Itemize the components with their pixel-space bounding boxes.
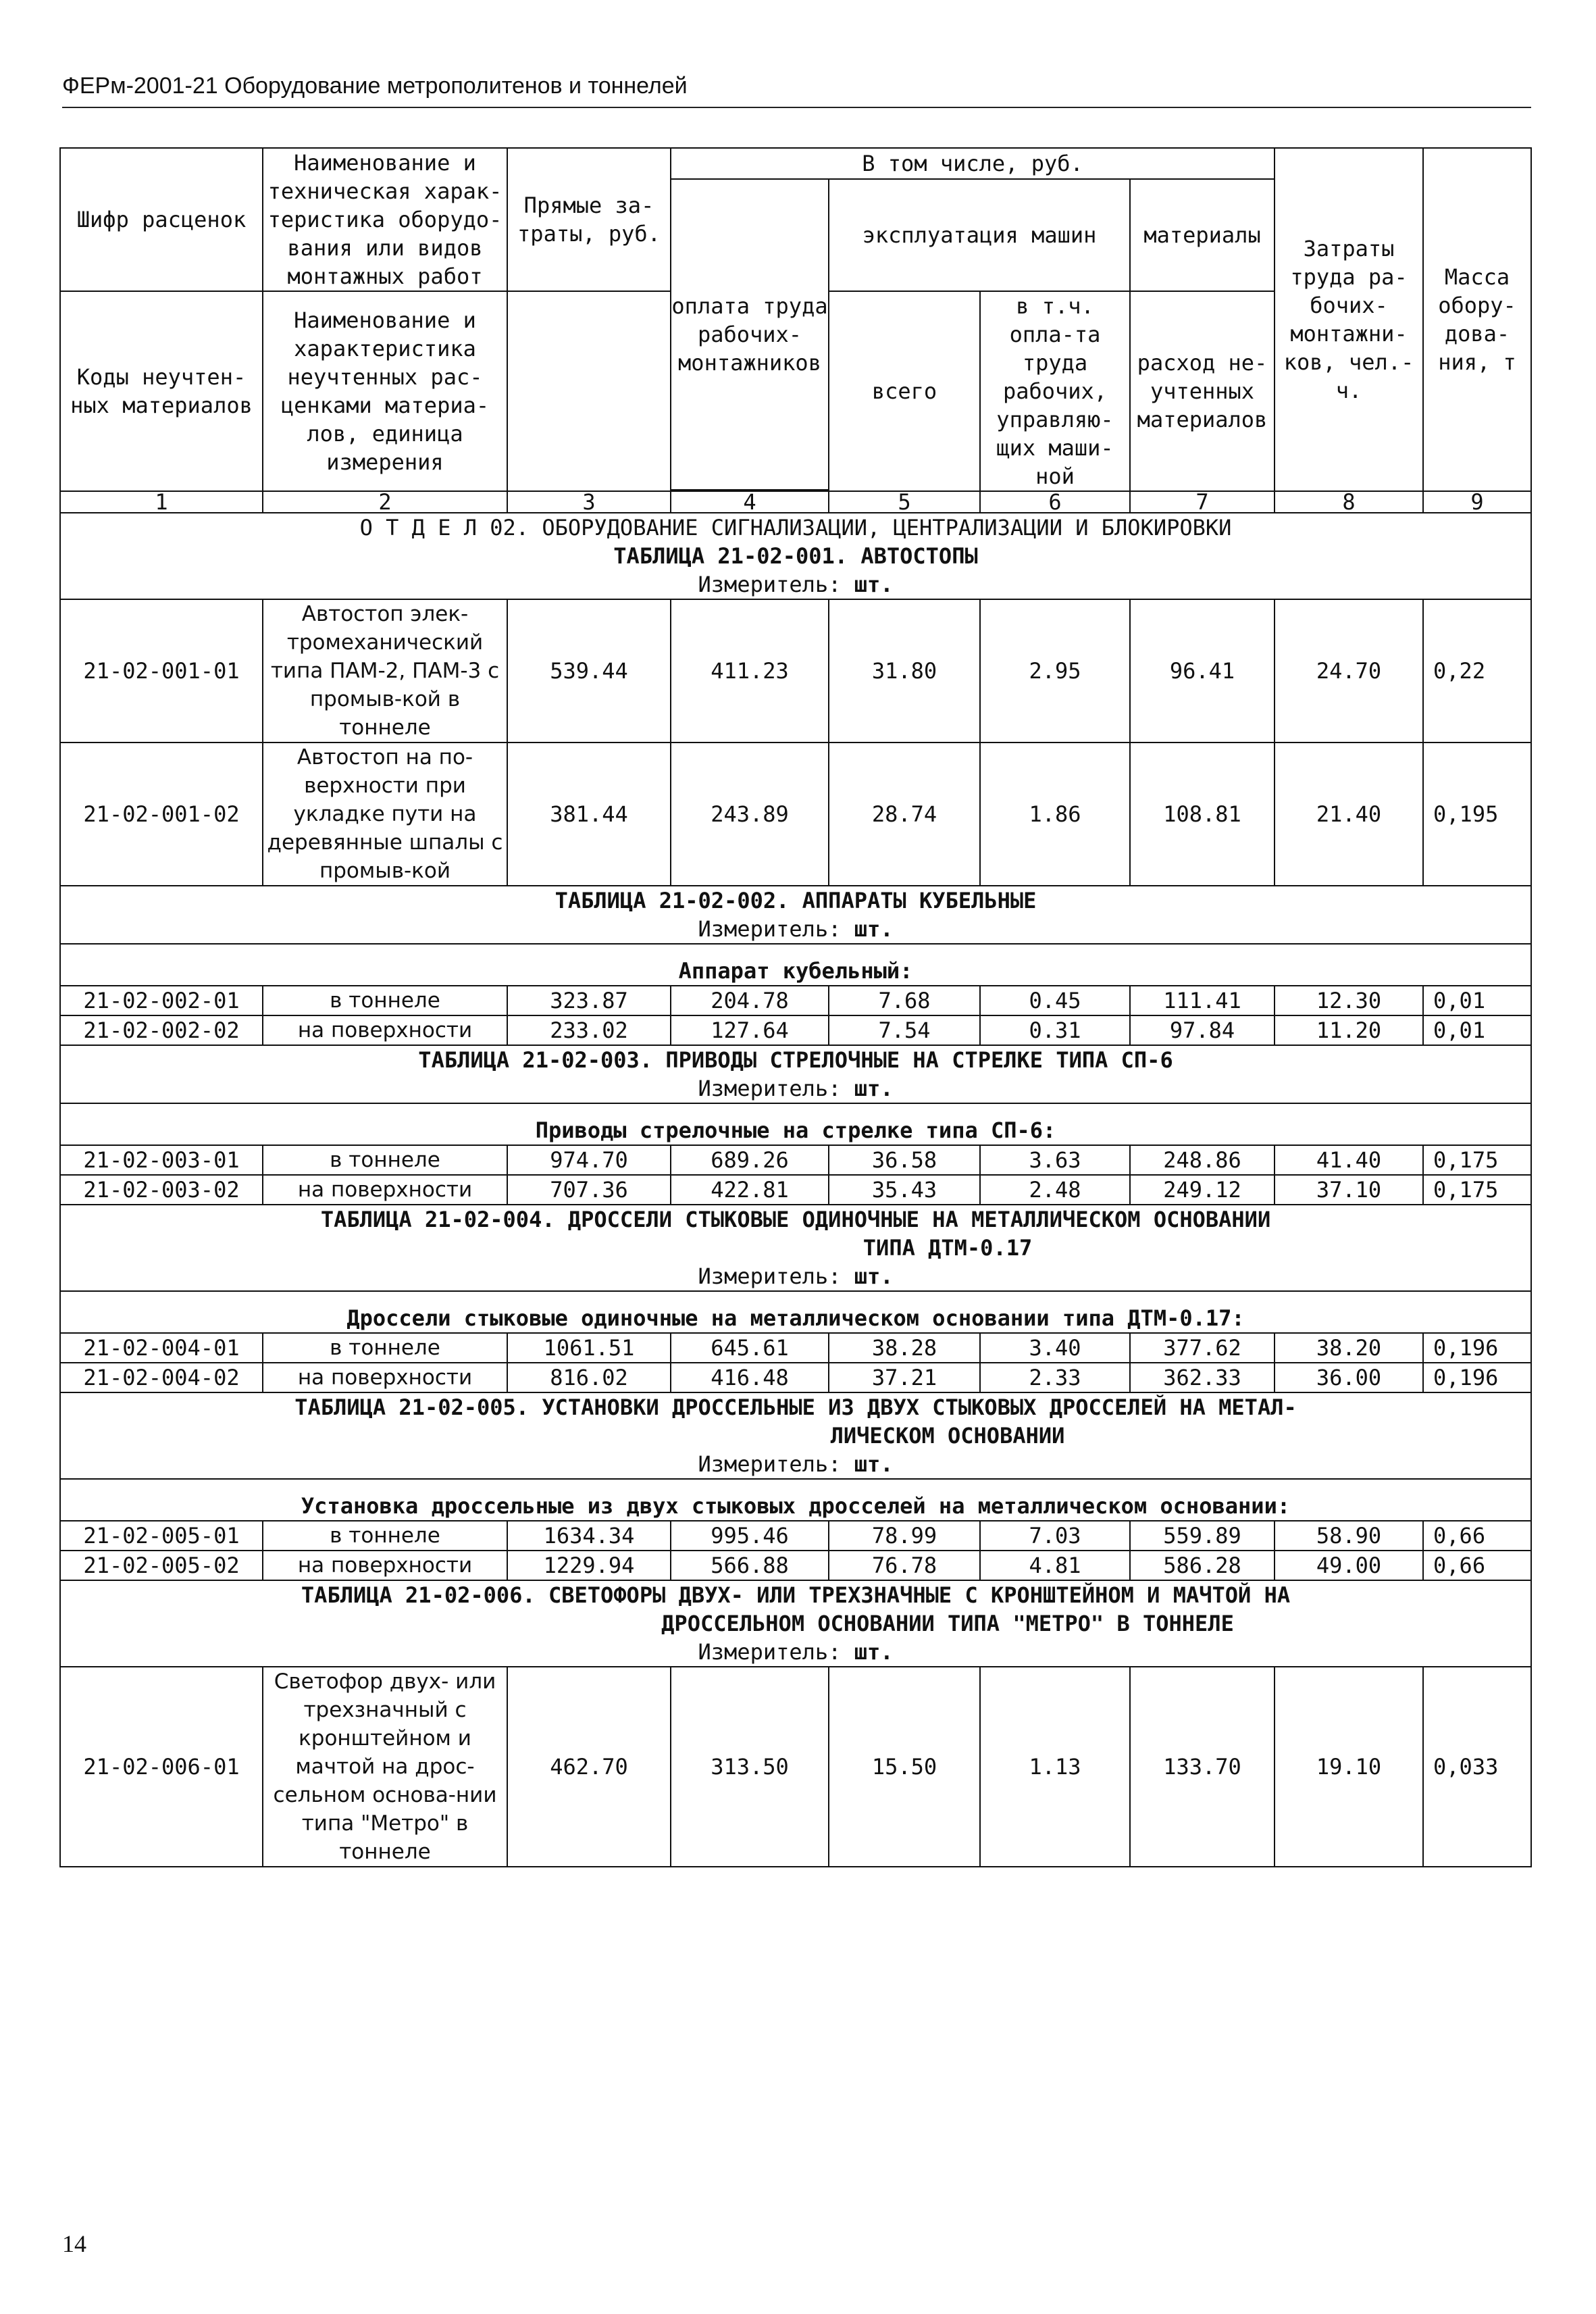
- table-row: [60, 986, 1531, 1015]
- row-value-c5: 36.58: [829, 1145, 980, 1175]
- row-name: в тоннеле: [263, 1145, 507, 1175]
- column-number: 2: [263, 491, 507, 513]
- row-value-c4: 411.23: [671, 599, 829, 743]
- row-value-c3: 462.70: [507, 1667, 671, 1867]
- row-value-c3: 381.44: [507, 743, 671, 886]
- table-title-text: ТАБЛИЦА 21-02-001. АВТОСТОПЫ: [613, 543, 978, 569]
- row-code: 21-02-001-01: [60, 599, 263, 743]
- row-value-c6: 4.81: [980, 1551, 1130, 1580]
- row-value-c3: 816.02: [507, 1363, 671, 1392]
- row-value-c9: 0,175: [1423, 1145, 1531, 1175]
- row-value-c5: 28.74: [829, 743, 980, 886]
- row-code: 21-02-001-02: [60, 743, 263, 886]
- row-value-c6: 1.86: [980, 743, 1130, 886]
- row-value-c6: 0.31: [980, 1015, 1130, 1045]
- row-value-c8: 38.20: [1275, 1333, 1423, 1363]
- unit-value: шт.: [854, 916, 894, 942]
- row-value-c7: 248.86: [1130, 1145, 1275, 1175]
- group-row: [60, 944, 1531, 986]
- unit-line: [60, 1450, 1531, 1479]
- table-title-row: [60, 542, 1531, 570]
- row-value-c3: 974.70: [507, 1145, 671, 1175]
- row-value-c3: 1061.51: [507, 1333, 671, 1363]
- column-number: 7: [1130, 491, 1275, 513]
- row-value-c6: 3.40: [980, 1333, 1130, 1363]
- unit-value: шт.: [854, 1639, 894, 1665]
- col-header-name: Наименование и техническая харак-теристика оборудо-вания или видов монтажных работ: [263, 148, 507, 291]
- row-value-c5: 35.43: [829, 1175, 980, 1205]
- row-value-c7: 133.70: [1130, 1667, 1275, 1867]
- row-value-c5: 31.80: [829, 599, 980, 743]
- column-number: 4: [671, 491, 829, 513]
- row-value-c7: 362.33: [1130, 1363, 1275, 1392]
- price-table-wrapper: [59, 147, 1530, 1867]
- row-code: 21-02-006-01: [60, 1667, 263, 1867]
- col-header-machines: эксплуатация машин: [829, 179, 1130, 291]
- row-value-c8: 12.30: [1275, 986, 1423, 1015]
- row-value-c7: 559.89: [1130, 1521, 1275, 1551]
- col-header-labor: Затраты труда ра-бочих-монтажни-ков, чел.-ч.: [1275, 148, 1423, 491]
- col-header-machine-wages: в т.ч. опла-та труда рабочих, управляю-щих маши-ной: [980, 291, 1130, 491]
- unit-row: [60, 1262, 1531, 1291]
- row-value-c4: 689.26: [671, 1145, 829, 1175]
- column-number: 6: [980, 491, 1130, 513]
- row-value-c4: 645.61: [671, 1333, 829, 1363]
- table-title-continuation: ТИПА ДТМ-0.17: [863, 1235, 1033, 1261]
- unit-line: [60, 1638, 1531, 1667]
- table-title: [60, 1045, 1531, 1074]
- row-value-c9: 0,033: [1423, 1667, 1531, 1867]
- unit-line: [60, 1262, 1531, 1291]
- group-row: [60, 1291, 1531, 1333]
- unit-row: [60, 570, 1531, 599]
- unit-label: Измеритель:: [698, 1076, 842, 1101]
- row-name: на поверхности: [263, 1551, 507, 1580]
- row-value-c8: 19.10: [1275, 1667, 1423, 1867]
- row-value-c4: 416.48: [671, 1363, 829, 1392]
- row-value-c5: 15.50: [829, 1667, 980, 1867]
- row-value-c4: 204.78: [671, 986, 829, 1015]
- table-title-row: [60, 886, 1531, 915]
- row-value-c8: 37.10: [1275, 1175, 1423, 1205]
- table-title-text: ТАБЛИЦА 21-02-005. УСТАНОВКИ ДРОССЕЛЬНЫЕ ИЗ ДВУХ СТЫКОВЫХ ДРОССЕЛЕЙ НА МЕТАЛ-: [294, 1394, 1297, 1420]
- page-header: ФЕРм-2001-21 Оборудование метрополитенов и тоннелей: [62, 73, 688, 99]
- row-value-c7: 97.84: [1130, 1015, 1275, 1045]
- table-row: [60, 1363, 1531, 1392]
- column-number: 5: [829, 491, 980, 513]
- row-value-c9: 0,196: [1423, 1363, 1531, 1392]
- row-name: Автостоп на по-верхности при укладке пути на деревянные шпалы с промыв-кой: [263, 743, 507, 886]
- price-table: [59, 147, 1532, 1867]
- unit-row: [60, 1450, 1531, 1479]
- unit-label: Измеритель:: [698, 1639, 842, 1665]
- row-value-c8: 11.20: [1275, 1015, 1423, 1045]
- row-value-c5: 78.99: [829, 1521, 980, 1551]
- table-title: [60, 1205, 1531, 1262]
- row-value-c6: 2.95: [980, 599, 1130, 743]
- unit-line: [60, 1074, 1531, 1103]
- table-title-row: [60, 1045, 1531, 1074]
- row-value-c4: 243.89: [671, 743, 829, 886]
- col-header-including: В том числе, руб.: [671, 148, 1275, 179]
- row-value-c4: 127.64: [671, 1015, 829, 1045]
- row-code: 21-02-004-02: [60, 1363, 263, 1392]
- row-value-c9: 0,66: [1423, 1551, 1531, 1580]
- row-value-c3: 233.02: [507, 1015, 671, 1045]
- row-value-c9: 0,22: [1423, 599, 1531, 743]
- unit-line: [60, 570, 1531, 599]
- row-value-c6: 2.48: [980, 1175, 1130, 1205]
- col-header-direct-costs: Прямые за-траты, руб.: [507, 148, 671, 291]
- table-title-continuation: ЛИЧЕСКОМ ОСНОВАНИИ: [830, 1423, 1065, 1449]
- table-title-continuation: ДРОССЕЛЬНОМ ОСНОВАНИИ ТИПА "МЕТРО" В ТОННЕЛЕ: [661, 1611, 1234, 1636]
- row-name: в тоннеле: [263, 1521, 507, 1551]
- col-header-unaccounted-materials: расход не-учтенных материалов: [1130, 291, 1275, 491]
- header-row-1: [60, 148, 1531, 179]
- row-value-c8: 49.00: [1275, 1551, 1423, 1580]
- unit-value: шт.: [854, 1076, 894, 1101]
- row-value-c8: 58.90: [1275, 1521, 1423, 1551]
- col-header-unaccounted-code: Коды неучтен-ных материалов: [60, 291, 263, 491]
- group-heading: Приводы стрелочные на стрелке типа СП-6:: [60, 1103, 1531, 1145]
- row-name: в тоннеле: [263, 1333, 507, 1363]
- row-value-c4: 313.50: [671, 1667, 829, 1867]
- table-title-row: [60, 1392, 1531, 1450]
- col-header-materials: материалы: [1130, 179, 1275, 291]
- col-header-wages: оплата труда рабочих-монтажников: [671, 179, 829, 490]
- col-header-mass: Масса обору-дова-ния, т: [1423, 148, 1531, 491]
- row-value-c8: 41.40: [1275, 1145, 1423, 1175]
- table-row: [60, 1667, 1531, 1867]
- row-code: 21-02-004-01: [60, 1333, 263, 1363]
- column-numbers-row: [60, 491, 1531, 513]
- table-title: [60, 542, 1531, 570]
- col-header-unaccounted-name: Наименование и характеристика неучтенных рас-ценками материа-лов, единица измерения: [263, 291, 507, 491]
- table-title-text: ТАБЛИЦА 21-02-004. ДРОССЕЛИ СТЫКОВЫЕ ОДИНОЧНЫЕ НА МЕТАЛЛИЧЕСКОМ ОСНОВАНИИ: [320, 1207, 1271, 1232]
- table-title-text: ТАБЛИЦА 21-02-003. ПРИВОДЫ СТРЕЛОЧНЫЕ НА СТРЕЛКЕ ТИПА СП-6: [418, 1047, 1173, 1073]
- table-row: [60, 1145, 1531, 1175]
- row-value-c6: 0.45: [980, 986, 1130, 1015]
- row-code: 21-02-005-01: [60, 1521, 263, 1551]
- group-heading: Дроссели стыковые одиночные на металлическом основании типа ДТМ-0.17:: [60, 1291, 1531, 1333]
- unit-row: [60, 1074, 1531, 1103]
- unit-value: шт.: [854, 572, 894, 597]
- row-value-c3: 539.44: [507, 599, 671, 743]
- table-title-text: ТАБЛИЦА 21-02-002. АППАРАТЫ КУБЕЛЬНЫЕ: [555, 888, 1037, 913]
- unit-value: шт.: [854, 1263, 894, 1289]
- row-name: в тоннеле: [263, 986, 507, 1015]
- row-name: на поверхности: [263, 1015, 507, 1045]
- col-header-machines-total: всего: [829, 291, 980, 491]
- table-row: [60, 1015, 1531, 1045]
- row-value-c9: 0,195: [1423, 743, 1531, 886]
- row-value-c7: 108.81: [1130, 743, 1275, 886]
- row-value-c5: 76.78: [829, 1551, 980, 1580]
- row-value-c7: 96.41: [1130, 599, 1275, 743]
- row-value-c4: 566.88: [671, 1551, 829, 1580]
- unit-line: [60, 915, 1531, 944]
- row-code: 21-02-003-02: [60, 1175, 263, 1205]
- row-value-c3: 323.87: [507, 986, 671, 1015]
- row-value-c9: 0,01: [1423, 986, 1531, 1015]
- row-value-c8: 21.40: [1275, 743, 1423, 886]
- row-value-c9: 0,66: [1423, 1521, 1531, 1551]
- table-row: [60, 1333, 1531, 1363]
- row-value-c8: 24.70: [1275, 599, 1423, 743]
- column-number: 1: [60, 491, 263, 513]
- unit-value: шт.: [854, 1451, 894, 1477]
- row-value-c5: 37.21: [829, 1363, 980, 1392]
- group-heading: Установка дроссельные из двух стыковых дросселей на металлическом основании:: [60, 1479, 1531, 1521]
- row-value-c6: 3.63: [980, 1145, 1130, 1175]
- section-title-row: [60, 513, 1531, 542]
- column-number: 9: [1423, 491, 1531, 513]
- row-name: на поверхности: [263, 1363, 507, 1392]
- table-title-row: [60, 1580, 1531, 1638]
- table-row: [60, 599, 1531, 743]
- row-value-c3: 1634.34: [507, 1521, 671, 1551]
- row-value-c4: 422.81: [671, 1175, 829, 1205]
- table-title-text: ТАБЛИЦА 21-02-006. СВЕТОФОРЫ ДВУХ- ИЛИ ТРЕХЗНАЧНЫЕ С КРОНШТЕЙНОМ И МАЧТОЙ НА: [301, 1582, 1291, 1608]
- row-value-c7: 249.12: [1130, 1175, 1275, 1205]
- row-value-c5: 38.28: [829, 1333, 980, 1363]
- column-number: 3: [507, 491, 671, 513]
- row-value-c9: 0,196: [1423, 1333, 1531, 1363]
- row-name: Светофор двух- или трехзначный с кронштейном и мачтой на дрос-сельном основа-нии типа "Метро" в тоннеле: [263, 1667, 507, 1867]
- row-value-c9: 0,01: [1423, 1015, 1531, 1045]
- row-value-c6: 1.13: [980, 1667, 1130, 1867]
- row-value-c6: 7.03: [980, 1521, 1130, 1551]
- section-title: О Т Д Е Л 02. ОБОРУДОВАНИЕ СИГНАЛИЗАЦИИ, ЦЕНТРАЛИЗАЦИИ И БЛОКИРОВКИ: [60, 513, 1531, 542]
- unit-label: Измеритель:: [698, 1263, 842, 1289]
- row-value-c4: 995.46: [671, 1521, 829, 1551]
- row-code: 21-02-002-02: [60, 1015, 263, 1045]
- row-value-c8: 36.00: [1275, 1363, 1423, 1392]
- page-number: 14: [62, 2230, 86, 2257]
- row-value-c9: 0,175: [1423, 1175, 1531, 1205]
- unit-label: Измеритель:: [698, 572, 842, 597]
- row-value-c5: 7.54: [829, 1015, 980, 1045]
- unit-label: Измеритель:: [698, 916, 842, 942]
- group-row: [60, 1479, 1531, 1521]
- header-divider: [62, 107, 1531, 108]
- row-name: Автостоп элек-тромеханический типа ПАМ-2, ПАМ-3 с промыв-кой в тоннеле: [263, 599, 507, 743]
- col-header-code: Шифр расценок: [60, 148, 263, 291]
- row-value-c7: 111.41: [1130, 986, 1275, 1015]
- table-title: [60, 1392, 1531, 1450]
- table-row: [60, 1551, 1531, 1580]
- table-row: [60, 743, 1531, 886]
- unit-label: Измеритель:: [698, 1451, 842, 1477]
- row-code: 21-02-005-02: [60, 1551, 263, 1580]
- table-row: [60, 1521, 1531, 1551]
- group-heading: Аппарат кубельный:: [60, 944, 1531, 986]
- table-title-row: [60, 1205, 1531, 1262]
- row-value-c7: 377.62: [1130, 1333, 1275, 1363]
- row-value-c3: 1229.94: [507, 1551, 671, 1580]
- col-header-direct-costs-cont: [507, 291, 671, 491]
- row-code: 21-02-002-01: [60, 986, 263, 1015]
- row-value-c6: 2.33: [980, 1363, 1130, 1392]
- group-row: [60, 1103, 1531, 1145]
- table-title: [60, 886, 1531, 915]
- row-value-c3: 707.36: [507, 1175, 671, 1205]
- column-number: 8: [1275, 491, 1423, 513]
- row-code: 21-02-003-01: [60, 1145, 263, 1175]
- table-row: [60, 1175, 1531, 1205]
- unit-row: [60, 915, 1531, 944]
- row-value-c5: 7.68: [829, 986, 980, 1015]
- row-name: на поверхности: [263, 1175, 507, 1205]
- unit-row: [60, 1638, 1531, 1667]
- row-value-c7: 586.28: [1130, 1551, 1275, 1580]
- table-title: [60, 1580, 1531, 1638]
